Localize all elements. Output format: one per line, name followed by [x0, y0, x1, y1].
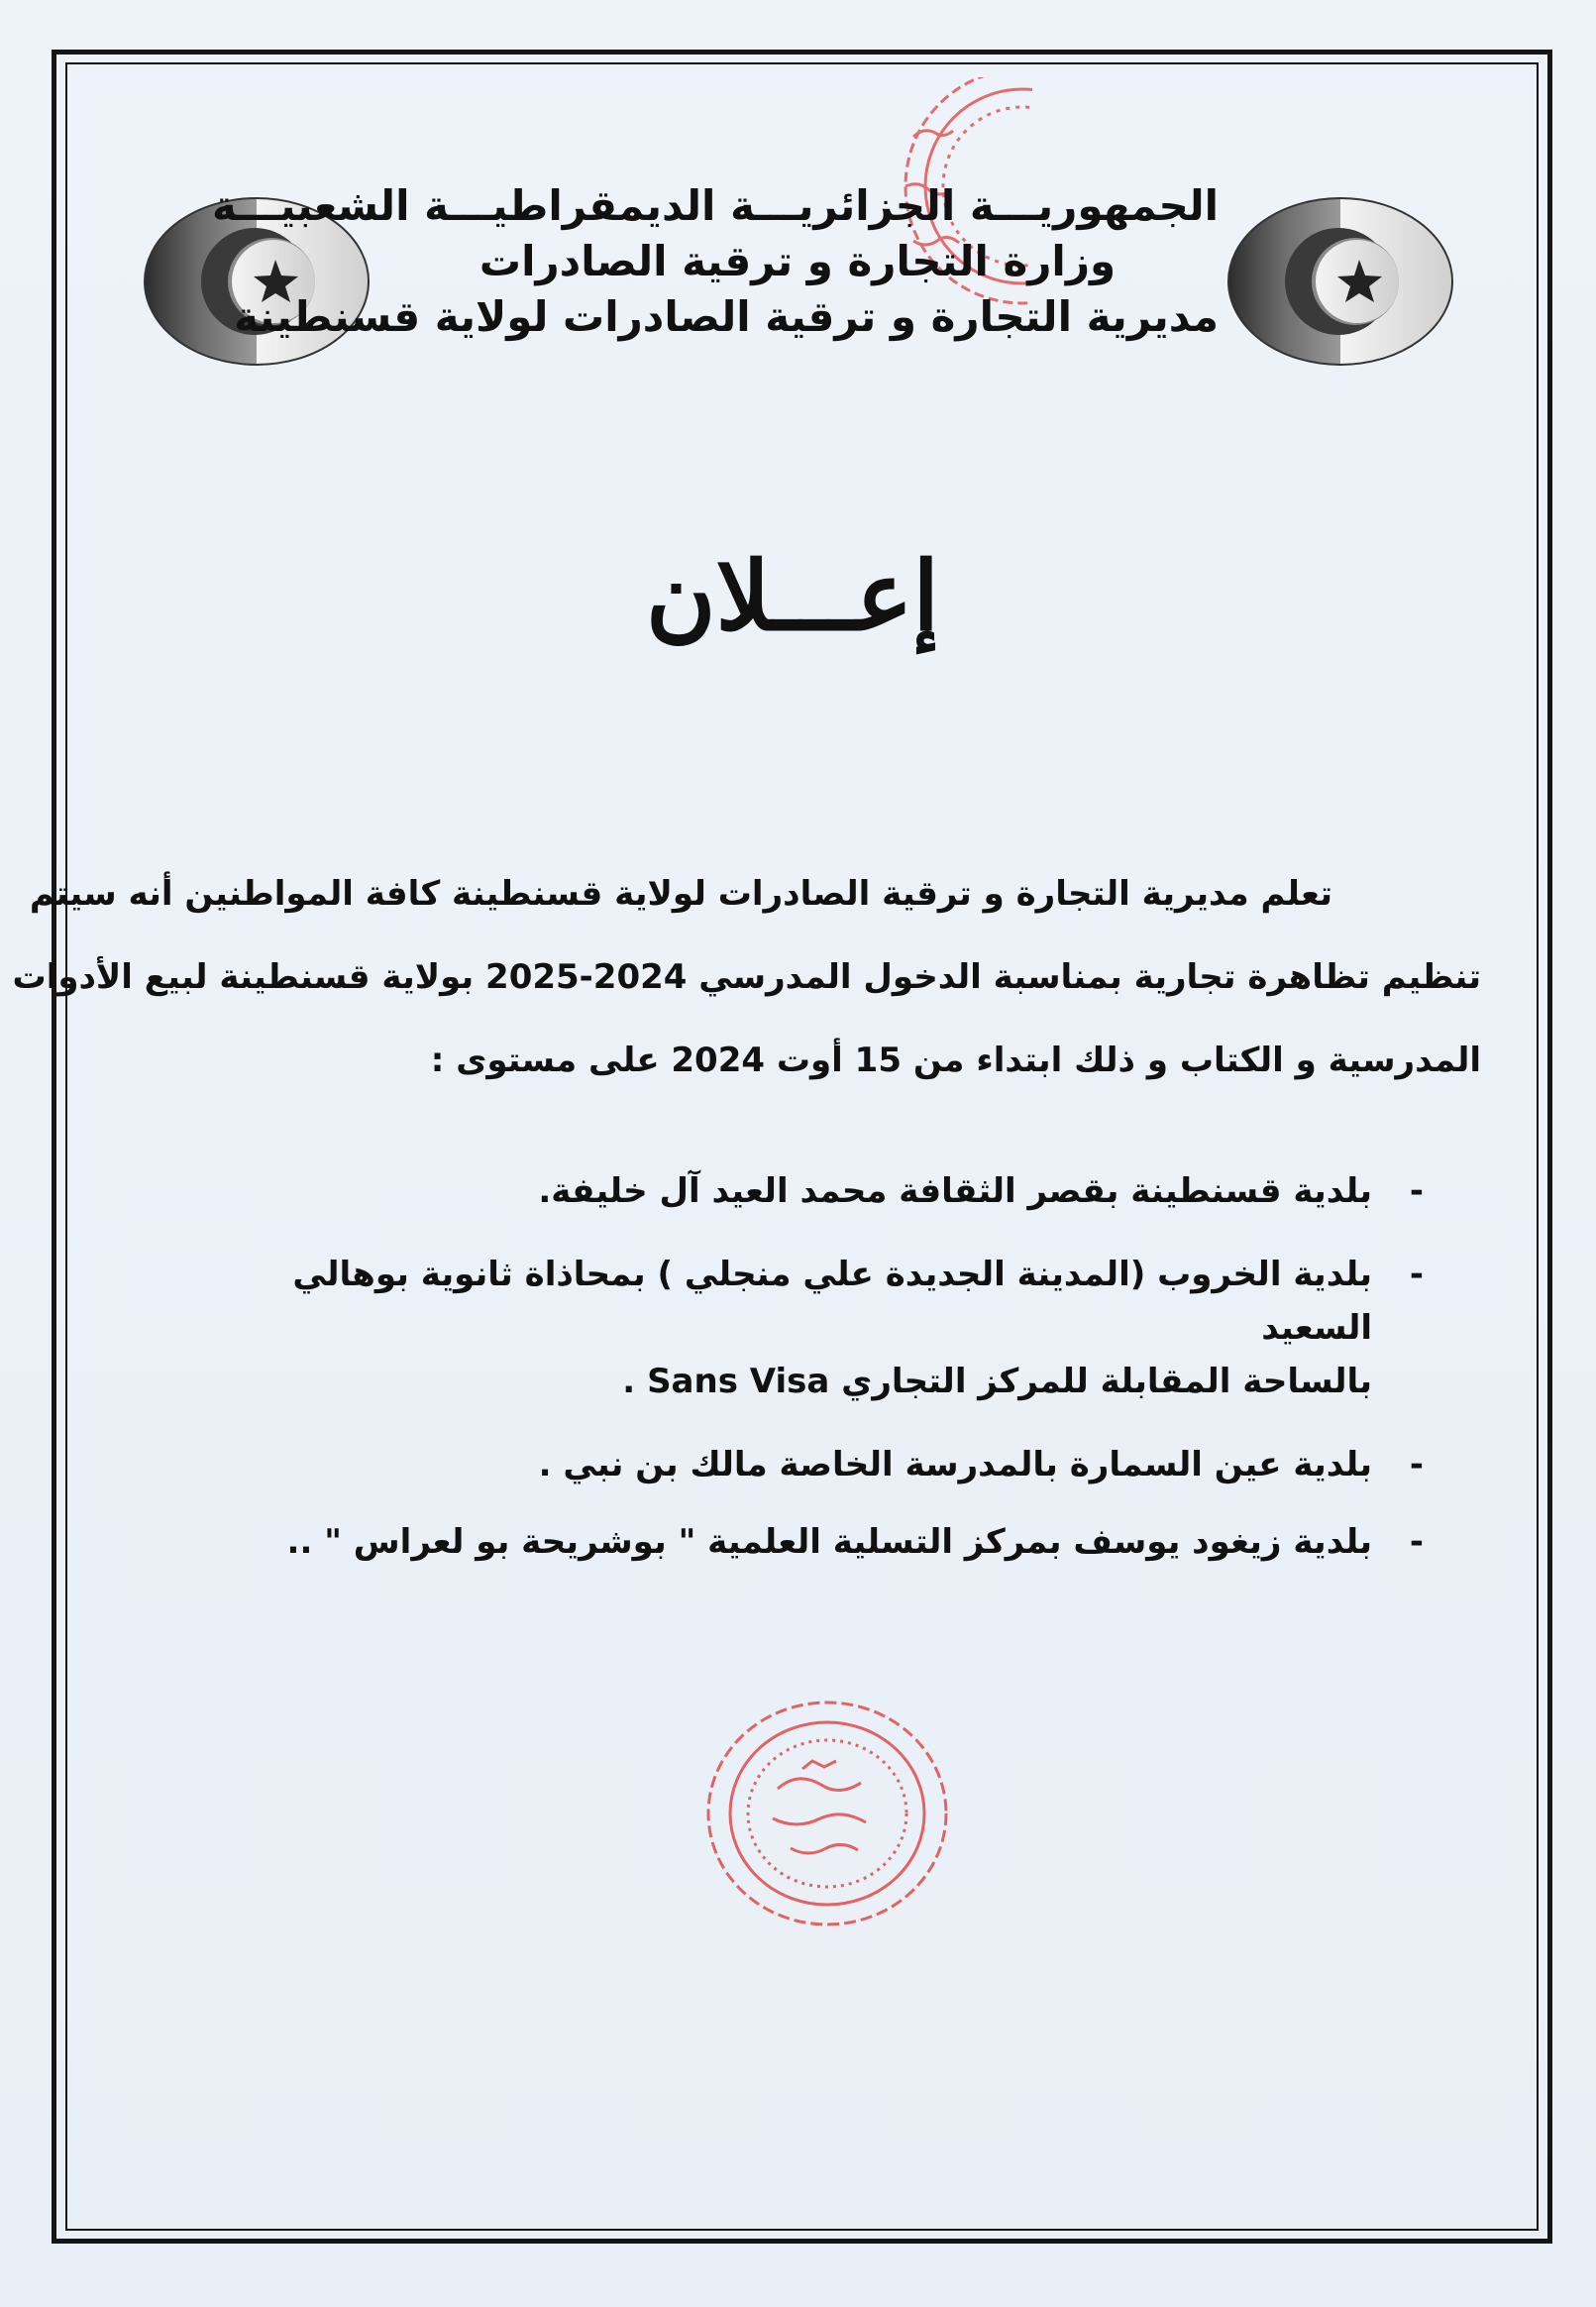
algerian-flag-emblem-icon	[1226, 196, 1454, 367]
list-item	[193, 1248, 1424, 1408]
bullet-dash: -	[1409, 1171, 1424, 1211]
bullet-dash: -	[1409, 1445, 1424, 1484]
bullet-dash: -	[1409, 1522, 1424, 1562]
letterhead	[212, 178, 1219, 345]
bullet-dash: -	[1409, 1255, 1424, 1294]
letterhead-ministry: وزارة التجارة و ترقية الصادرات	[479, 237, 1117, 285]
list-item	[193, 1438, 1424, 1491]
list-item-text: بلدية قسنطينة بقصر الثقافة محمد العيد آل خليفة.	[538, 1171, 1372, 1211]
list-item-text: بلدية الخروب (المدينة الجديدة علي منجلي ) بمحاذاة ثانوية بوهالي السعيد	[292, 1255, 1372, 1348]
list-item	[193, 1515, 1424, 1569]
letterhead-directorate: مديرية التجارة و ترقية الصادرات لولاية قسنطينة	[234, 292, 1219, 341]
official-stamp-icon	[684, 1690, 971, 1937]
list-item-text: بلدية عين السمارة بالمدرسة الخاصة مالك بن نبي .	[538, 1445, 1372, 1484]
announcement-title: إعـــلان	[645, 540, 940, 652]
list-item	[193, 1164, 1424, 1218]
body-line: تعلم مديرية التجارة و ترقية الصادرات لولاية قسنطينة كافة المواطنين أنه سيتم	[29, 874, 1332, 914]
locations-list	[193, 1164, 1424, 1598]
list-item-text: بلدية زيغود يوسف بمركز التسلية العلمية " بوشريحة بو لعراس " ..	[286, 1522, 1372, 1562]
announcement-body	[12, 852, 1481, 1102]
body-line: المدرسية و الكتاب و ذلك ابتداء من 15 أوت 2024 على مستوى :	[430, 1041, 1481, 1080]
letterhead-republic: الجمهوريـــة الجزائريـــة الديمقراطيـــة الشعبيـــة	[212, 181, 1219, 230]
body-line: تنظيم تظاهرة تجارية بمناسبة الدخول المدرسي 2024-2025 بولاية قسنطينة لبيع الأدوات	[12, 957, 1481, 997]
list-item-text: بالساحة المقابلة للمركز التجاري Sans Visa .	[622, 1362, 1372, 1401]
